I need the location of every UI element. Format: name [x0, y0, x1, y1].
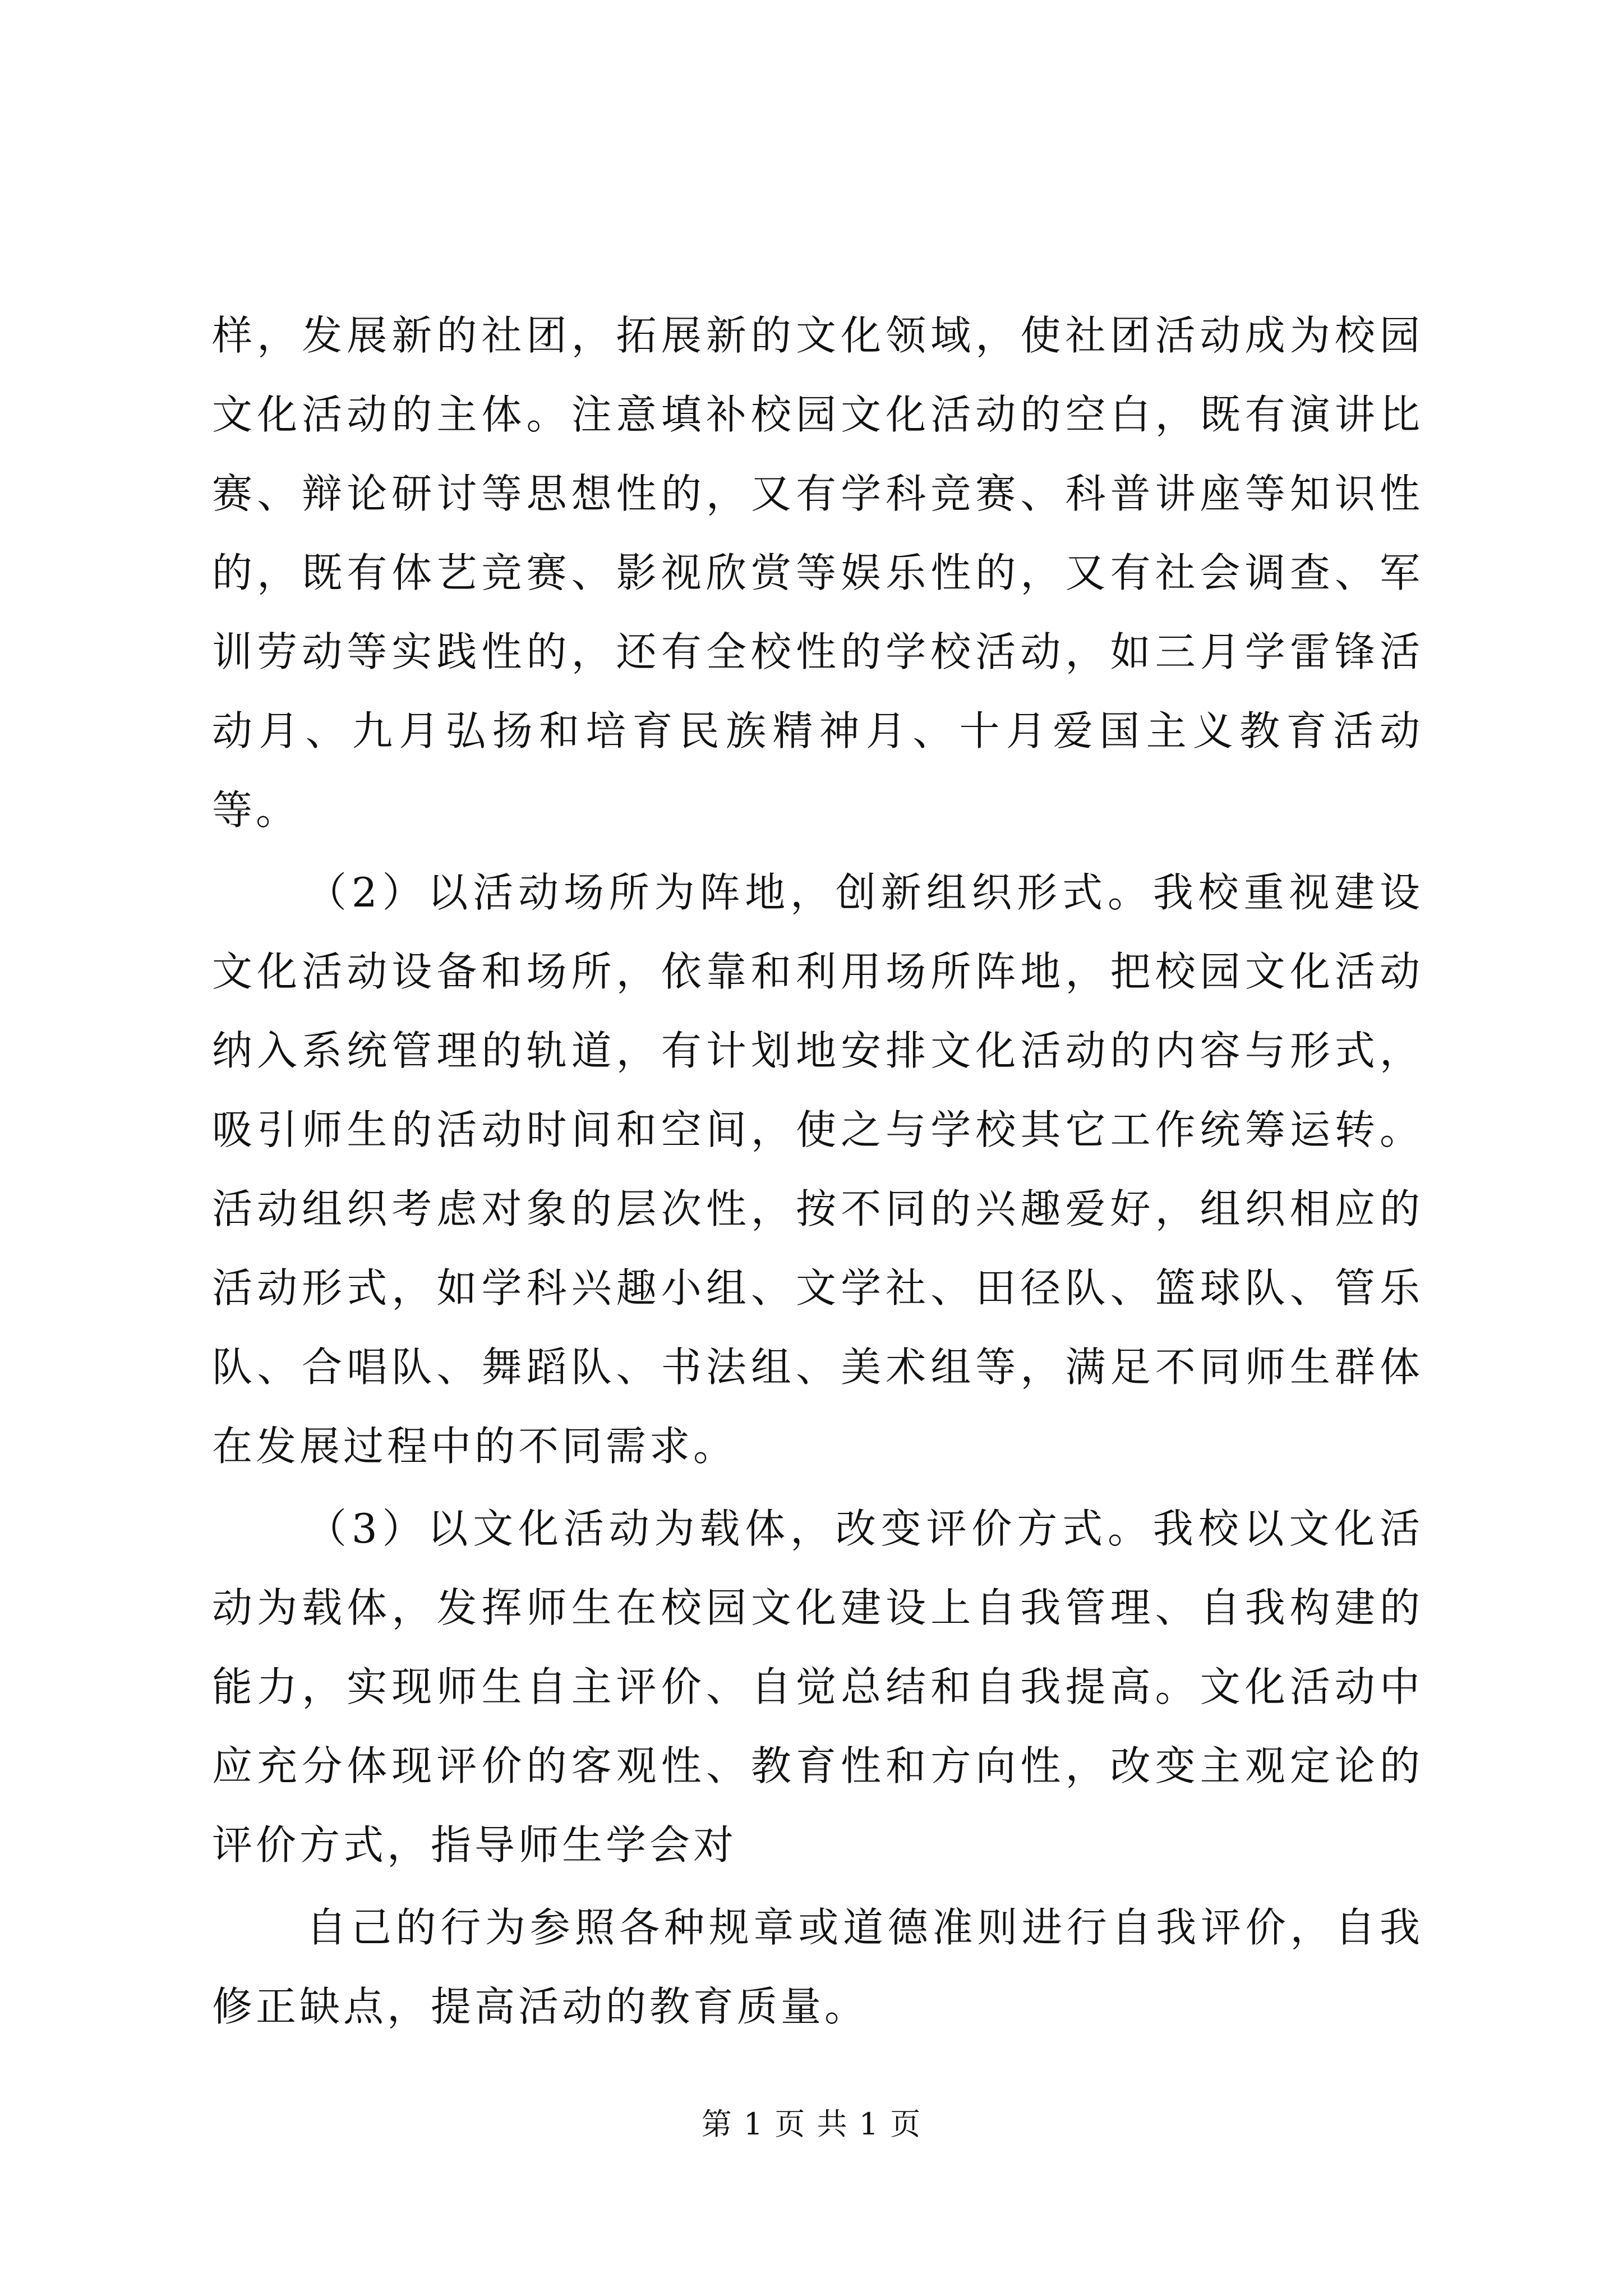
paragraph-item-2: （2）以活动场所为阵地，创新组织形式。我校重视建设文化活动设备和场所，依靠和利用场所阵地，把校园文化活动纳入系统管理的轨道，有计划地安排文化活动的内容与形式，吸引师生的活动时间和空间，使之与学校其它工作统筹运转。活动组织考虑对象的层次性，按不同的兴趣爱好，组织相应的活动形式，如学科兴趣小组、文学社、田径队、篮球队、管乐队、合唱队、舞蹈队、书法组、美术组等，满足不同师生群体在发展过程中的不同需求。	[212, 869, 1423, 1470]
paragraph-continuation: 样，发展新的社团，拓展新的文化领域，使社团活动成为校园文化活动的主体。注意填补校园文化活动的空白，既有演讲比赛、辩论研讨等思想性的，又有学科竞赛、科普讲座等知识性的，既有体艺竞赛、影视欣赏等娱乐性的，又有社会调查、军训劳动等实践性的，还有全校性的学校活动，如三月学雷锋活动月、九月弘扬和培育民族精神月、十月爱国主义教育活动等。	[212, 312, 1423, 834]
paragraph-closing: 自己的行为参照各种规章或道德准则进行自我评价，自我修正缺点，提高活动的教育质量。	[212, 1904, 1423, 2030]
document-body	[212, 296, 1423, 2046]
page-footer: 第 1 页 共 1 页	[701, 2106, 922, 2142]
paragraph-item-3: （3）以文化活动为载体，改变评价方式。我校以文化活动为载体，发挥师生在校园文化建设上自我管理、自我构建的能力，实现师生自主评价、自觉总结和自我提高。文化活动中应充分体现评价的客观性、教育性和方向性，改变主观定论的评价方式，指导师生学会对	[212, 1505, 1423, 1869]
